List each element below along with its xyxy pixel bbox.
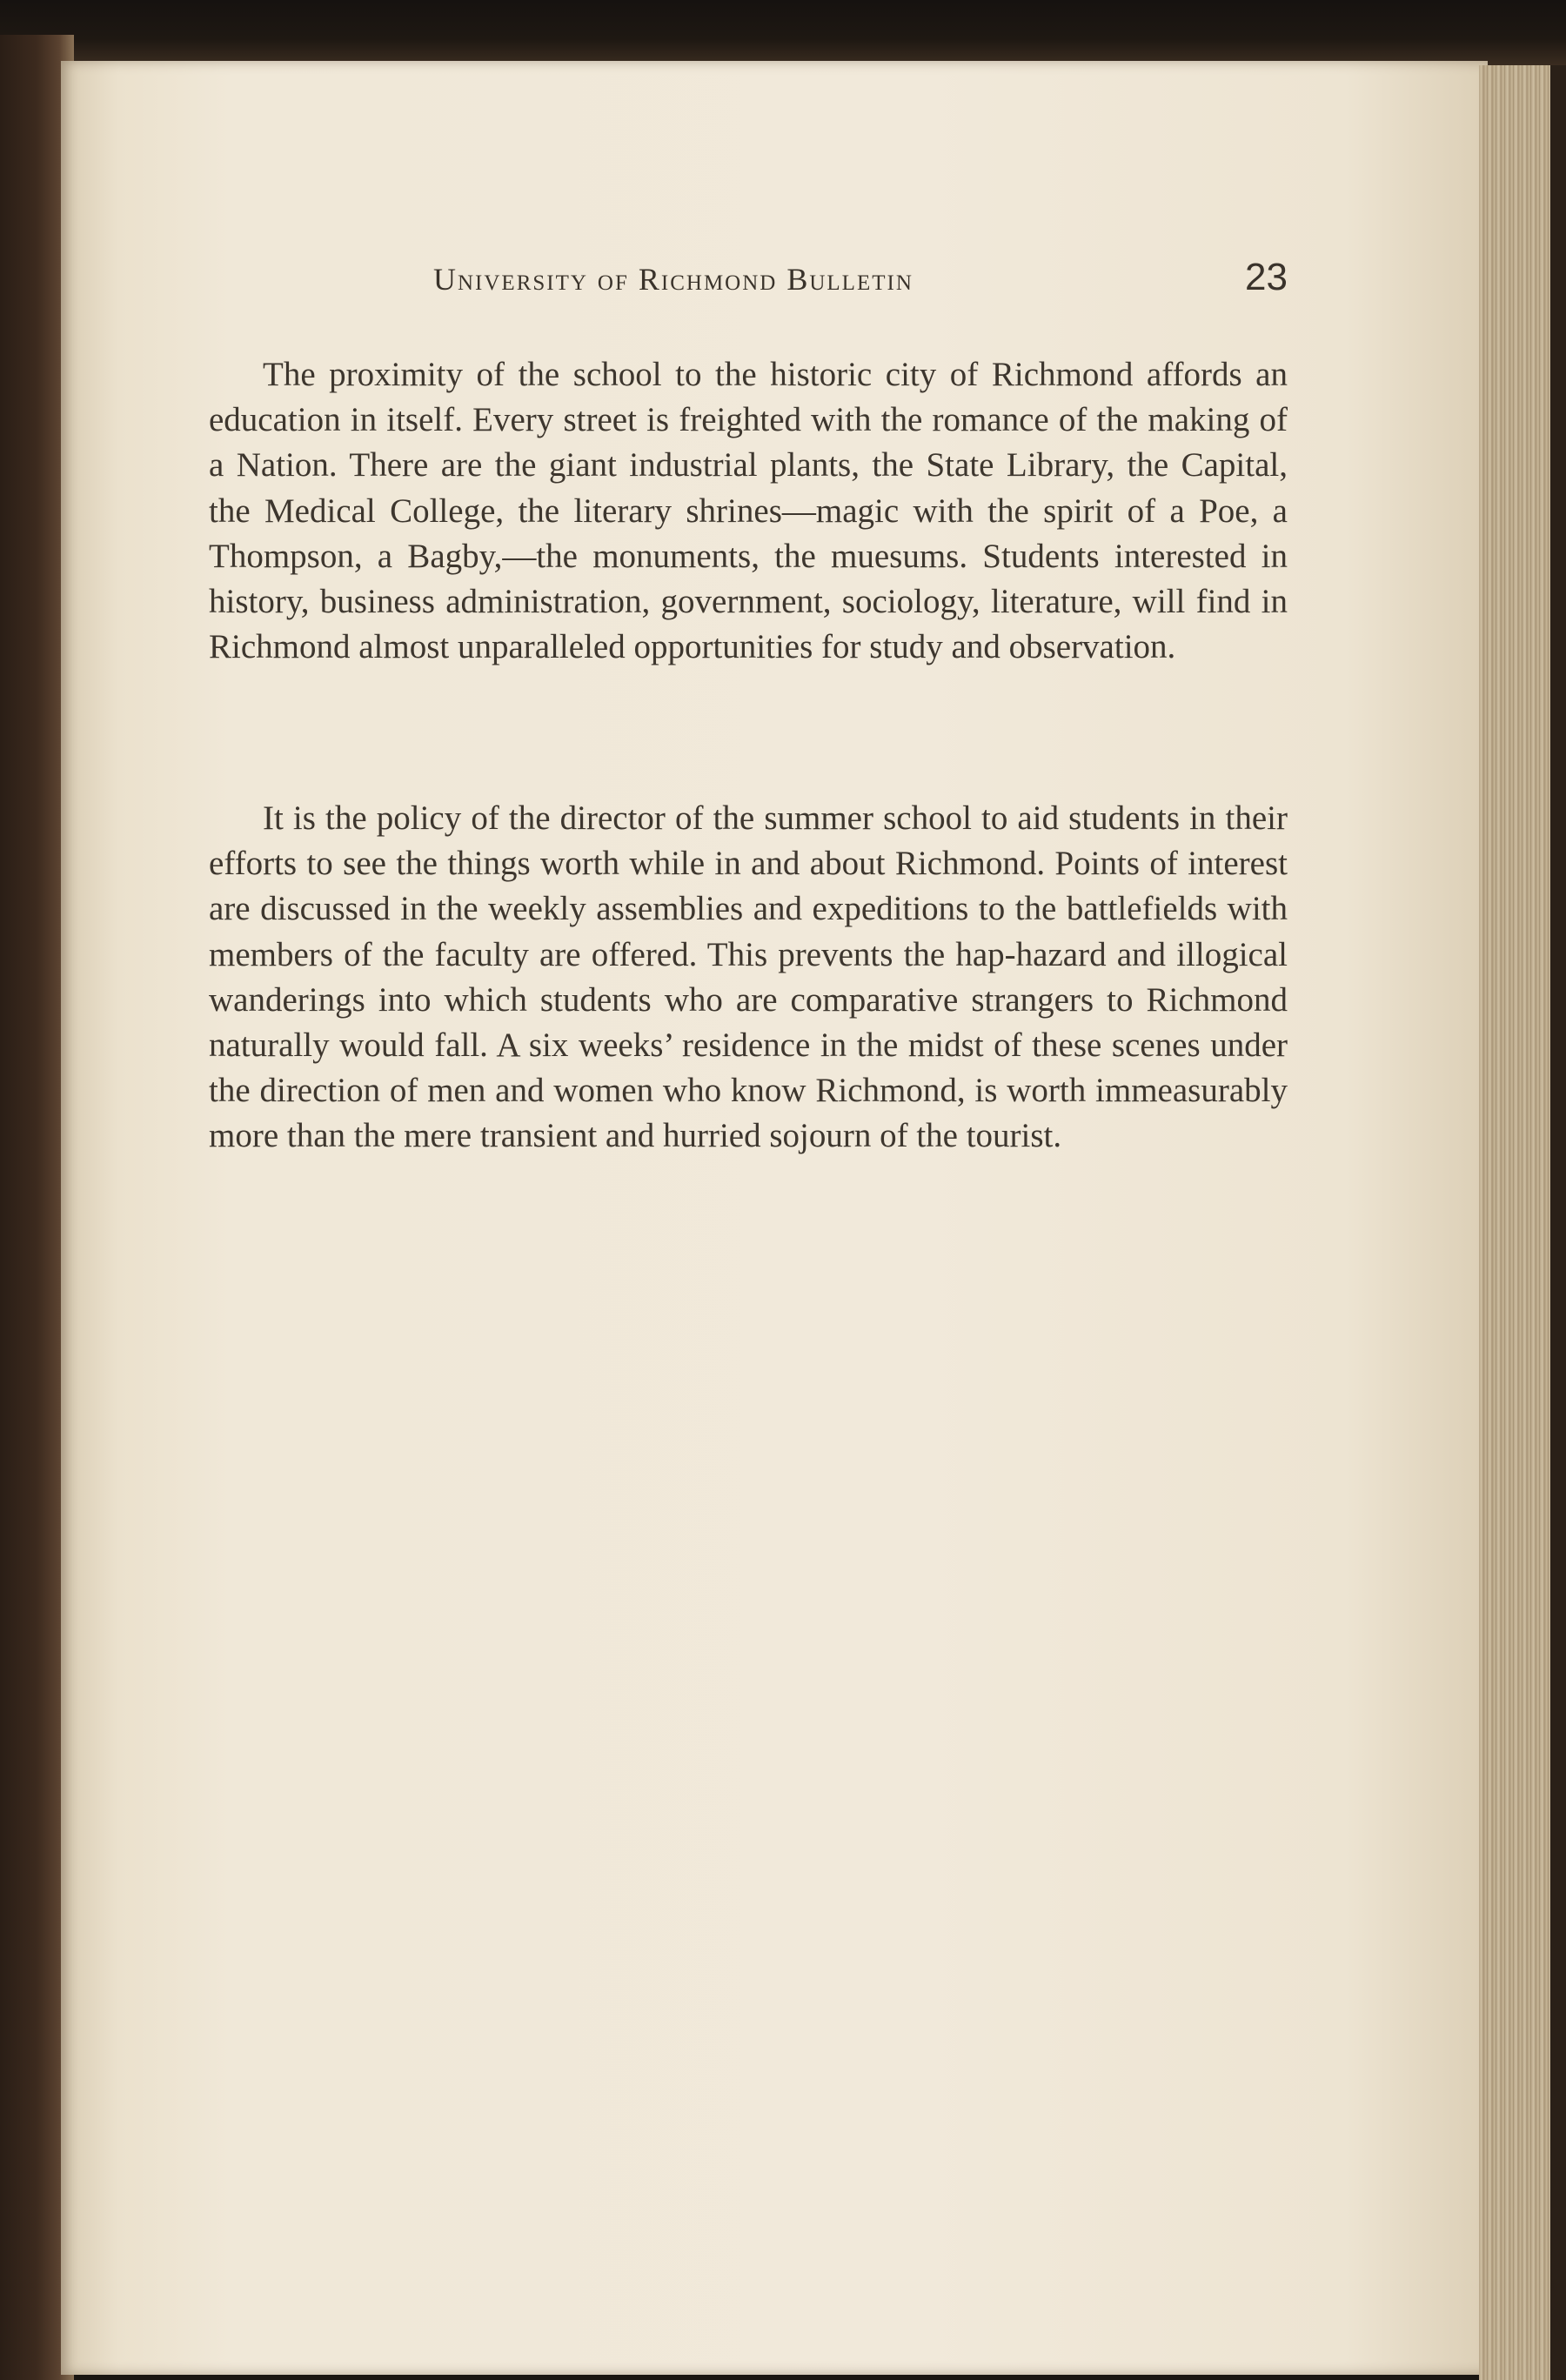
running-head: [209, 256, 1288, 313]
page-number: 23: [1245, 256, 1288, 298]
running-title: University of Richmond Bulletin: [433, 262, 914, 297]
paragraph-policy: It is the policy of the director of the summer school to aid students in their efforts to see the things worth while in and about Richmond. Points of interest are discussed in the weekly assemblies and expeditions to the battlefields with members of the faculty are offered. This prevents the hap-hazard and illogical wanderings into which students who are comparative strangers to Richmond naturally would fall. A six weeks’ residence in the midst of these scenes under the direction of men and women who know Richmond, is worth immeasurably more than the mere transient and hurried sojourn of the tourist.: [209, 799, 1288, 1155]
paragraph-proximity: The proximity of the school to the historic city of Richmond affords an education in itself. Every street is freighted with the romance of the making of a Nation. There are the giant industrial plants, the State Library, the Capital, the Medical College, the literary shrines—magic with the spirit of a Poe, a Thompson, a Bagby,—the monuments, the muesums. Students interested in history, business administration, government, sociology, literature, will find in Richmond almost unparalleled opportunities for study and observation.: [209, 356, 1288, 666]
page-stack-edges: [1479, 65, 1566, 2380]
scan-top-border: [0, 0, 1566, 65]
